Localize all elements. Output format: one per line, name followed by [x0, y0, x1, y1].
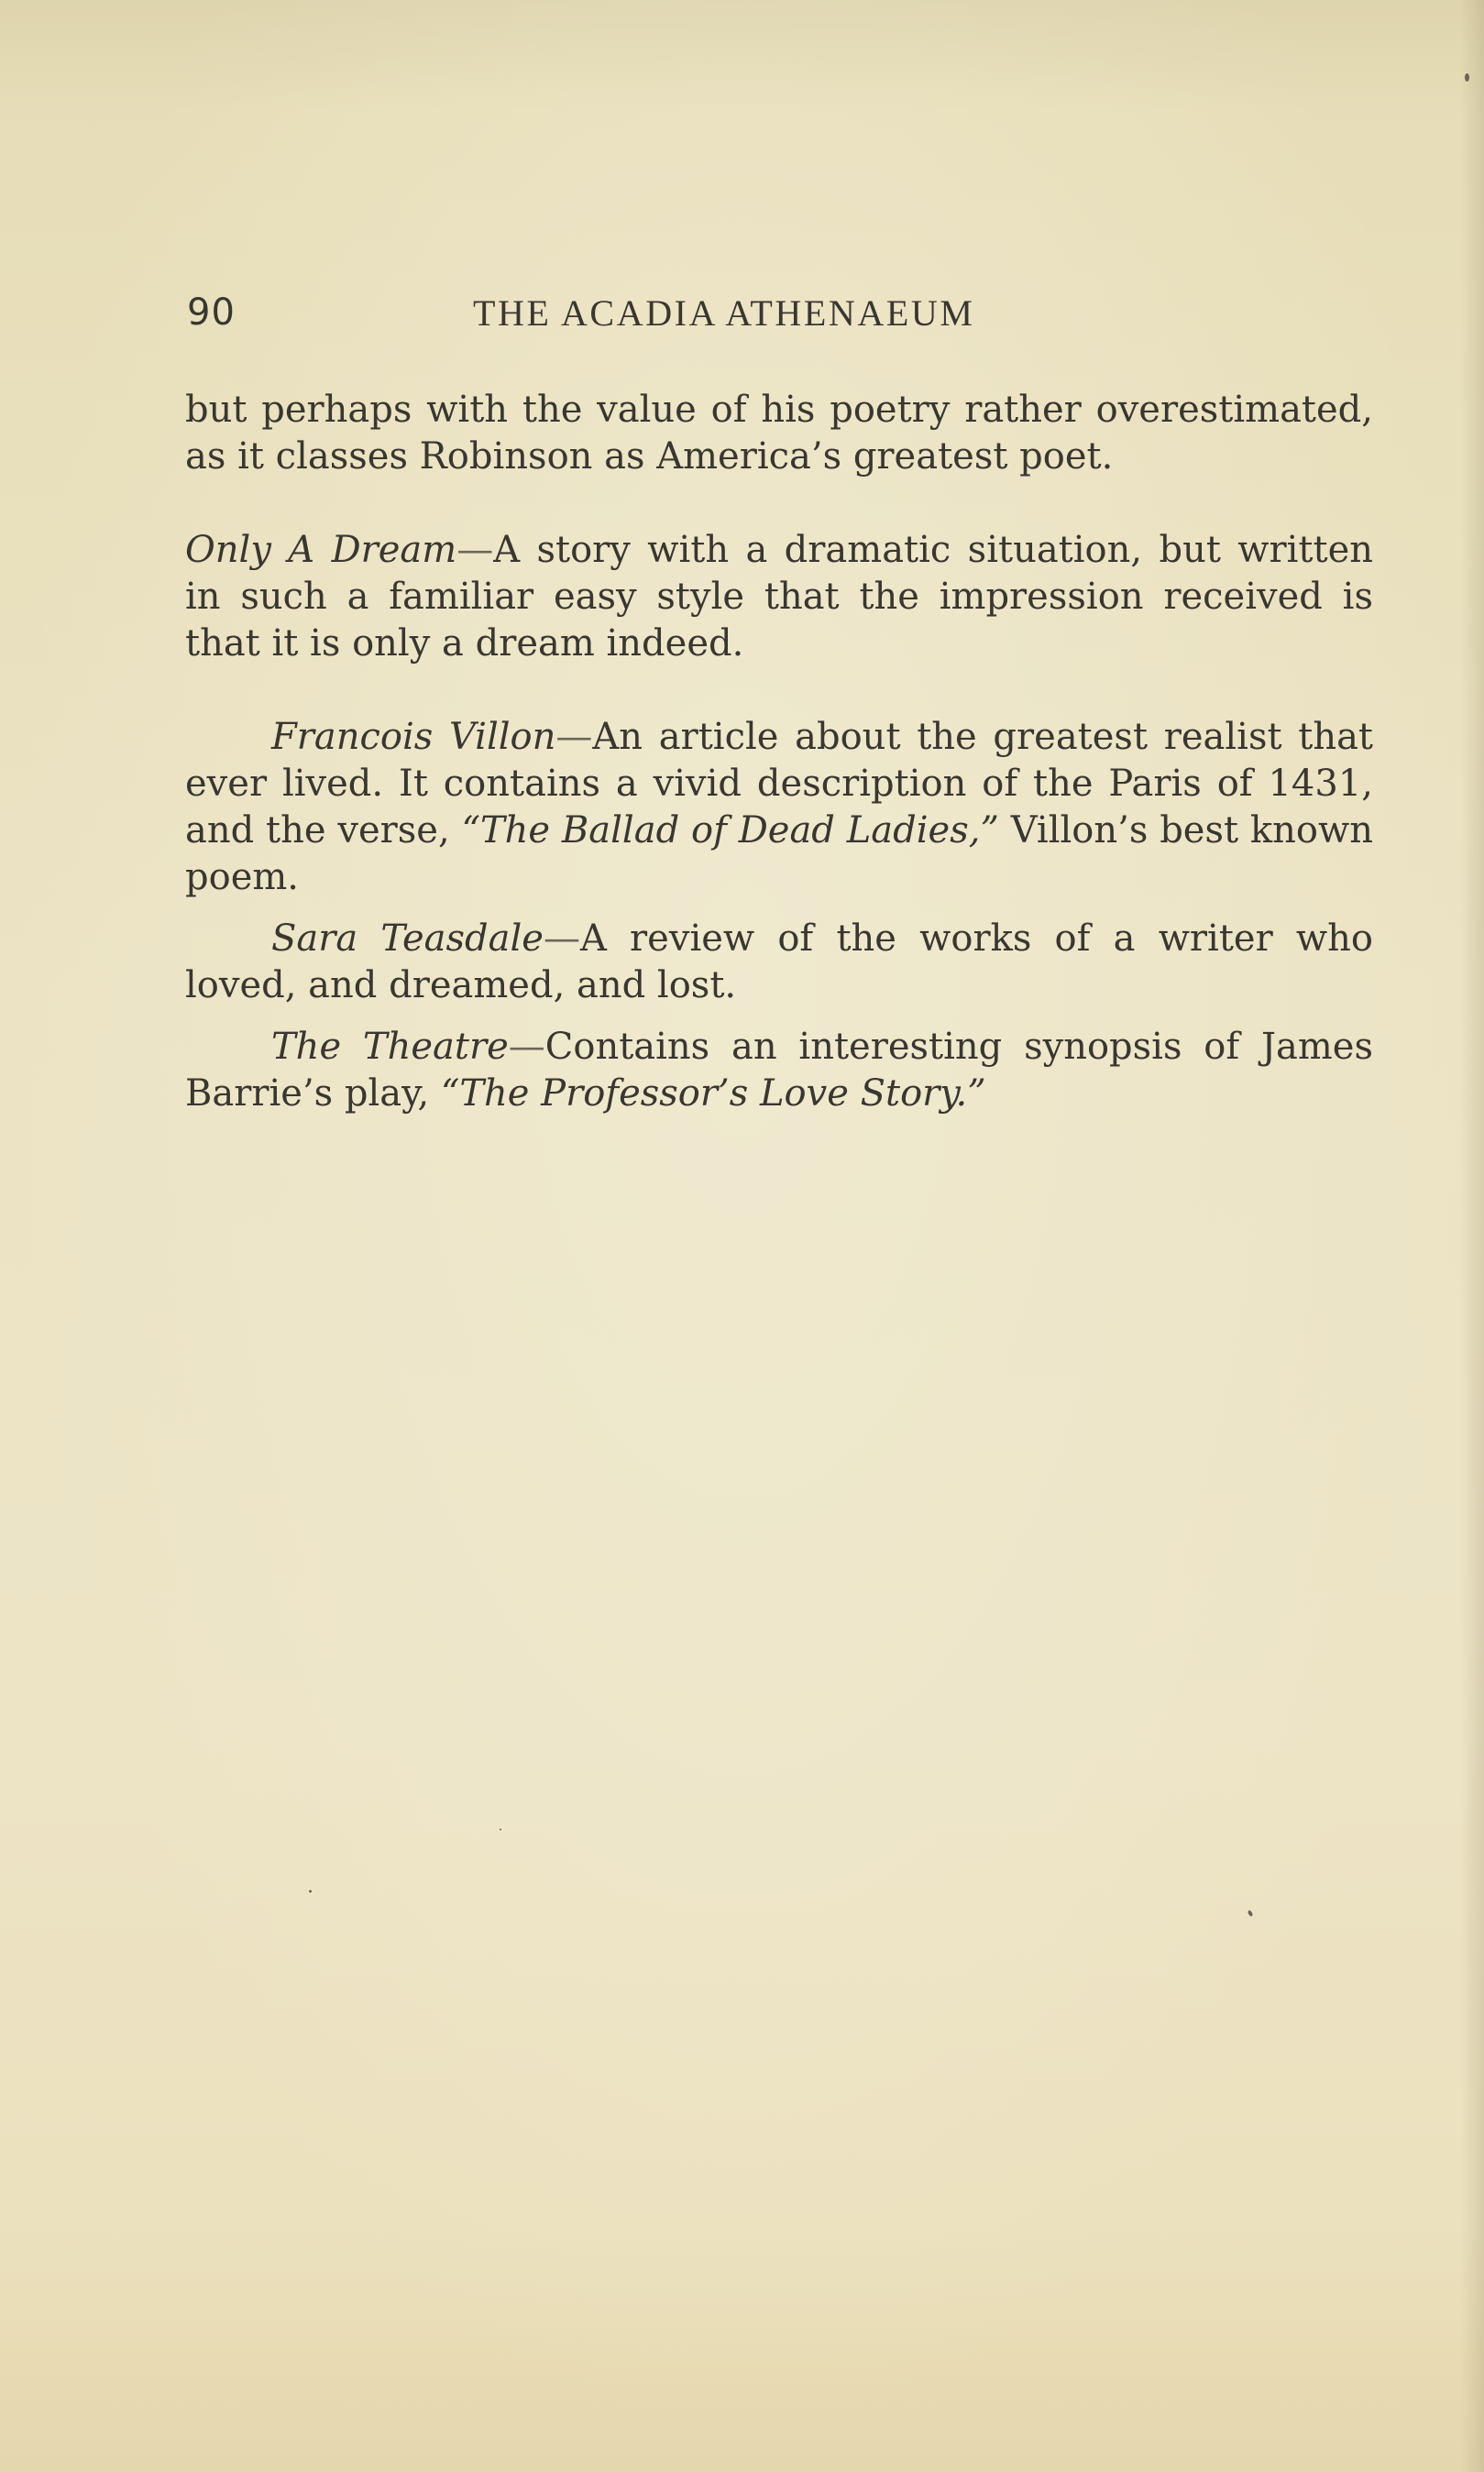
em-dash: —: [555, 716, 593, 758]
review-title: Sara Teasdale: [271, 917, 544, 960]
page-top-shading: [0, 0, 1484, 110]
review-text: A review of the works of a writer who loved, and dreamed, and lost.: [185, 917, 1373, 1006]
article-body: [185, 387, 1373, 1117]
review-title: The Theatre: [271, 1026, 509, 1068]
quoted-title: “The Professor’s Love Story.”: [440, 1072, 986, 1115]
review-text-end: Villon’s best known poem.: [185, 809, 1373, 898]
review-text: Contains an interesting synopsis of James Barrie’s play,: [185, 1026, 1374, 1115]
review-francois-villon: [185, 714, 1373, 901]
review-text: An article about the greatest realist that ever lived. It contains a vivid description of the Paris of 1431, and the verse,: [185, 716, 1373, 851]
em-dash: —: [456, 529, 494, 571]
em-dash: —: [508, 1026, 545, 1068]
page-header: [187, 291, 1369, 346]
review-the-theatre: [185, 1024, 1373, 1117]
review-title: Only A Dream: [185, 529, 457, 571]
review-text: A story with a dramatic situation, but written in such a familiar easy style that the impression received is that it is only a dream indeed.: [185, 529, 1374, 665]
em-dash: —: [543, 917, 580, 960]
review-only-a-dream: [185, 527, 1373, 667]
paragraph-text: but perhaps with the value of his poetry rather overestimated, as it classes Robinson as America’s greatest poet.: [185, 389, 1373, 478]
review-title: Francois Villon: [271, 716, 556, 758]
review-sara-teasdale: [185, 916, 1373, 1009]
running-title: THE ACADIA ATHENAEUM: [473, 292, 975, 334]
paper-speck: [309, 1890, 312, 1893]
quoted-title: “The Ballad of Dead Ladies,”: [461, 809, 999, 851]
paper-speck: [1465, 73, 1469, 82]
paper-speck: [500, 1829, 501, 1830]
paper-speck: [1248, 1909, 1254, 1917]
page-bottom-shading: [0, 2234, 1484, 2472]
page-number: 90: [187, 291, 236, 334]
page-edge-shading: [1460, 0, 1484, 2472]
paragraph-continuation: [185, 387, 1373, 480]
